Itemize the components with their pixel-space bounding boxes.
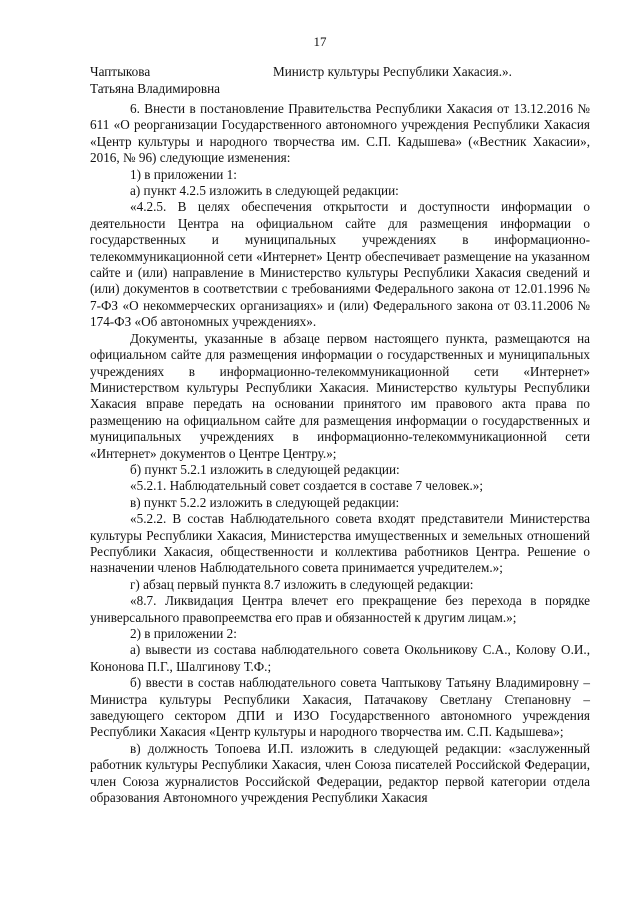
- signatory-name-line2: Татьяна Владимировна: [90, 80, 221, 96]
- paragraph-annex-1: 1) в приложении 1:: [130, 166, 237, 182]
- paragraph-annex-2: 2) в приложении 2:: [130, 626, 237, 641]
- paragraph-sub-g: г) абзац первый пункта 8.7 изложить в следующей редакции:: [130, 576, 474, 592]
- paragraph-clause-5-2-2: «5.2.2. В состав Наблюдательного совета входят представители Министерства культуры Республики Хакасия, Министерства имущественных и земельных отношений Республики Хакасия, общественности и коллектива работников Центра. Решение о назначении членов Наблюдательного совета принимается учредителем.»;: [90, 511, 590, 576]
- paragraph-sub-a: а) пункт 4.2.5 изложить в следующей редакции:: [130, 183, 399, 199]
- paragraph-clause-5-2-1: «5.2.1. Наблюдательный совет создается в составе 7 человек.»;: [130, 478, 484, 494]
- paragraph-clause-4-2-5: «4.2.5. В целях обеспечения открытости и доступности информации о деятельности Центра на официальном сайте для размещения информации о государственных и муниципальных учреждениях в информационно-телекоммуникационной сети «Интернет» Центр обеспечивает размещение на указанном сайте и (или) направление в Министерство культуры Республики Хакасия сведений и (или) документов в соответствии с требованиями Федерального закона от 12.01.1996 № 7-ФЗ «О некоммерческих организациях» и (или) Федерального закона от 03.11.2006 № 174-ФЗ «Об автономных учреждениях».: [90, 199, 590, 330]
- paragraph-annex-2-sub-v: в) должность Топоева И.П. изложить в следующей редакции: «заслуженный работник культуры Республики Хакасия, член Союза писателей Российской Федерации, член Союза журналистов Российской Федерации, редактор первой категории отдела образования Автономного учреждения Республики Хакасия: [90, 740, 590, 806]
- paragraph-annex-2-sub-b: б) ввести в состав наблюдательного совета Чаптыкову Татьяну Владимировну – Министра культуры Республики Хакасия, Патачакову Светлану Степановну – заведующего сектором ДПИ и ИЗО Государственного автономного учреждения Республики Хакасия «Центр культуры и народного творчества им. С.П. Кадышева»;: [90, 675, 590, 740]
- paragraph-item-6: 6. Внести в постановление Правительства Республики Хакасия от 13.12.2016 № 611 «О реорганизации Государственного автономного учреждения Республики Хакасия «Центр культуры и народного творчества им. С.П. Кадышева» («Вестник Хакасии», 2016, № 96) следующие изменения:: [90, 101, 590, 166]
- paragraph-sub-b: б) пункт 5.2.1 изложить в следующей редакции:: [130, 461, 400, 477]
- paragraph-annex-2-sub-a: а) вывести из состава наблюдательного совета Окольникову С.А., Колову О.И., Кононова П.Г., Шалгинову Т.Ф.;: [90, 642, 590, 674]
- paragraph-clause-8-7: «8.7. Ликвидация Центра влечет его прекращение без перехода в порядке универсального правопреемства его прав и обязанностей к другим лицам.»;: [90, 593, 590, 625]
- paragraph-documents: Документы, указанные в абзаце первом настоящего пункта, размещаются на официальном сайте для размещения информации о государственных и муниципальных учреждениях в информационно-телекоммуникационной сети «Интернет» Министерством культуры Республики Хакасия. Министерство культуры Республики Хакасия вправе передать на основании принятого им правового акта права по размещению на официальном сайте для размещения информации о государственных и муниципальных учреждениях в информационно-телекоммуникационной сети «Интернет» документов о Центре Центру.»;: [90, 330, 590, 461]
- signatory-position: Министр культуры Республики Хакасия.».: [273, 64, 512, 79]
- signature-block: [90, 64, 590, 97]
- document-body: [90, 101, 590, 806]
- paragraph-sub-v: в) пункт 5.2.2 изложить в следующей редакции:: [130, 494, 400, 510]
- page-number: 17: [313, 34, 327, 49]
- signatory-name-line1: Чаптыкова: [90, 64, 151, 79]
